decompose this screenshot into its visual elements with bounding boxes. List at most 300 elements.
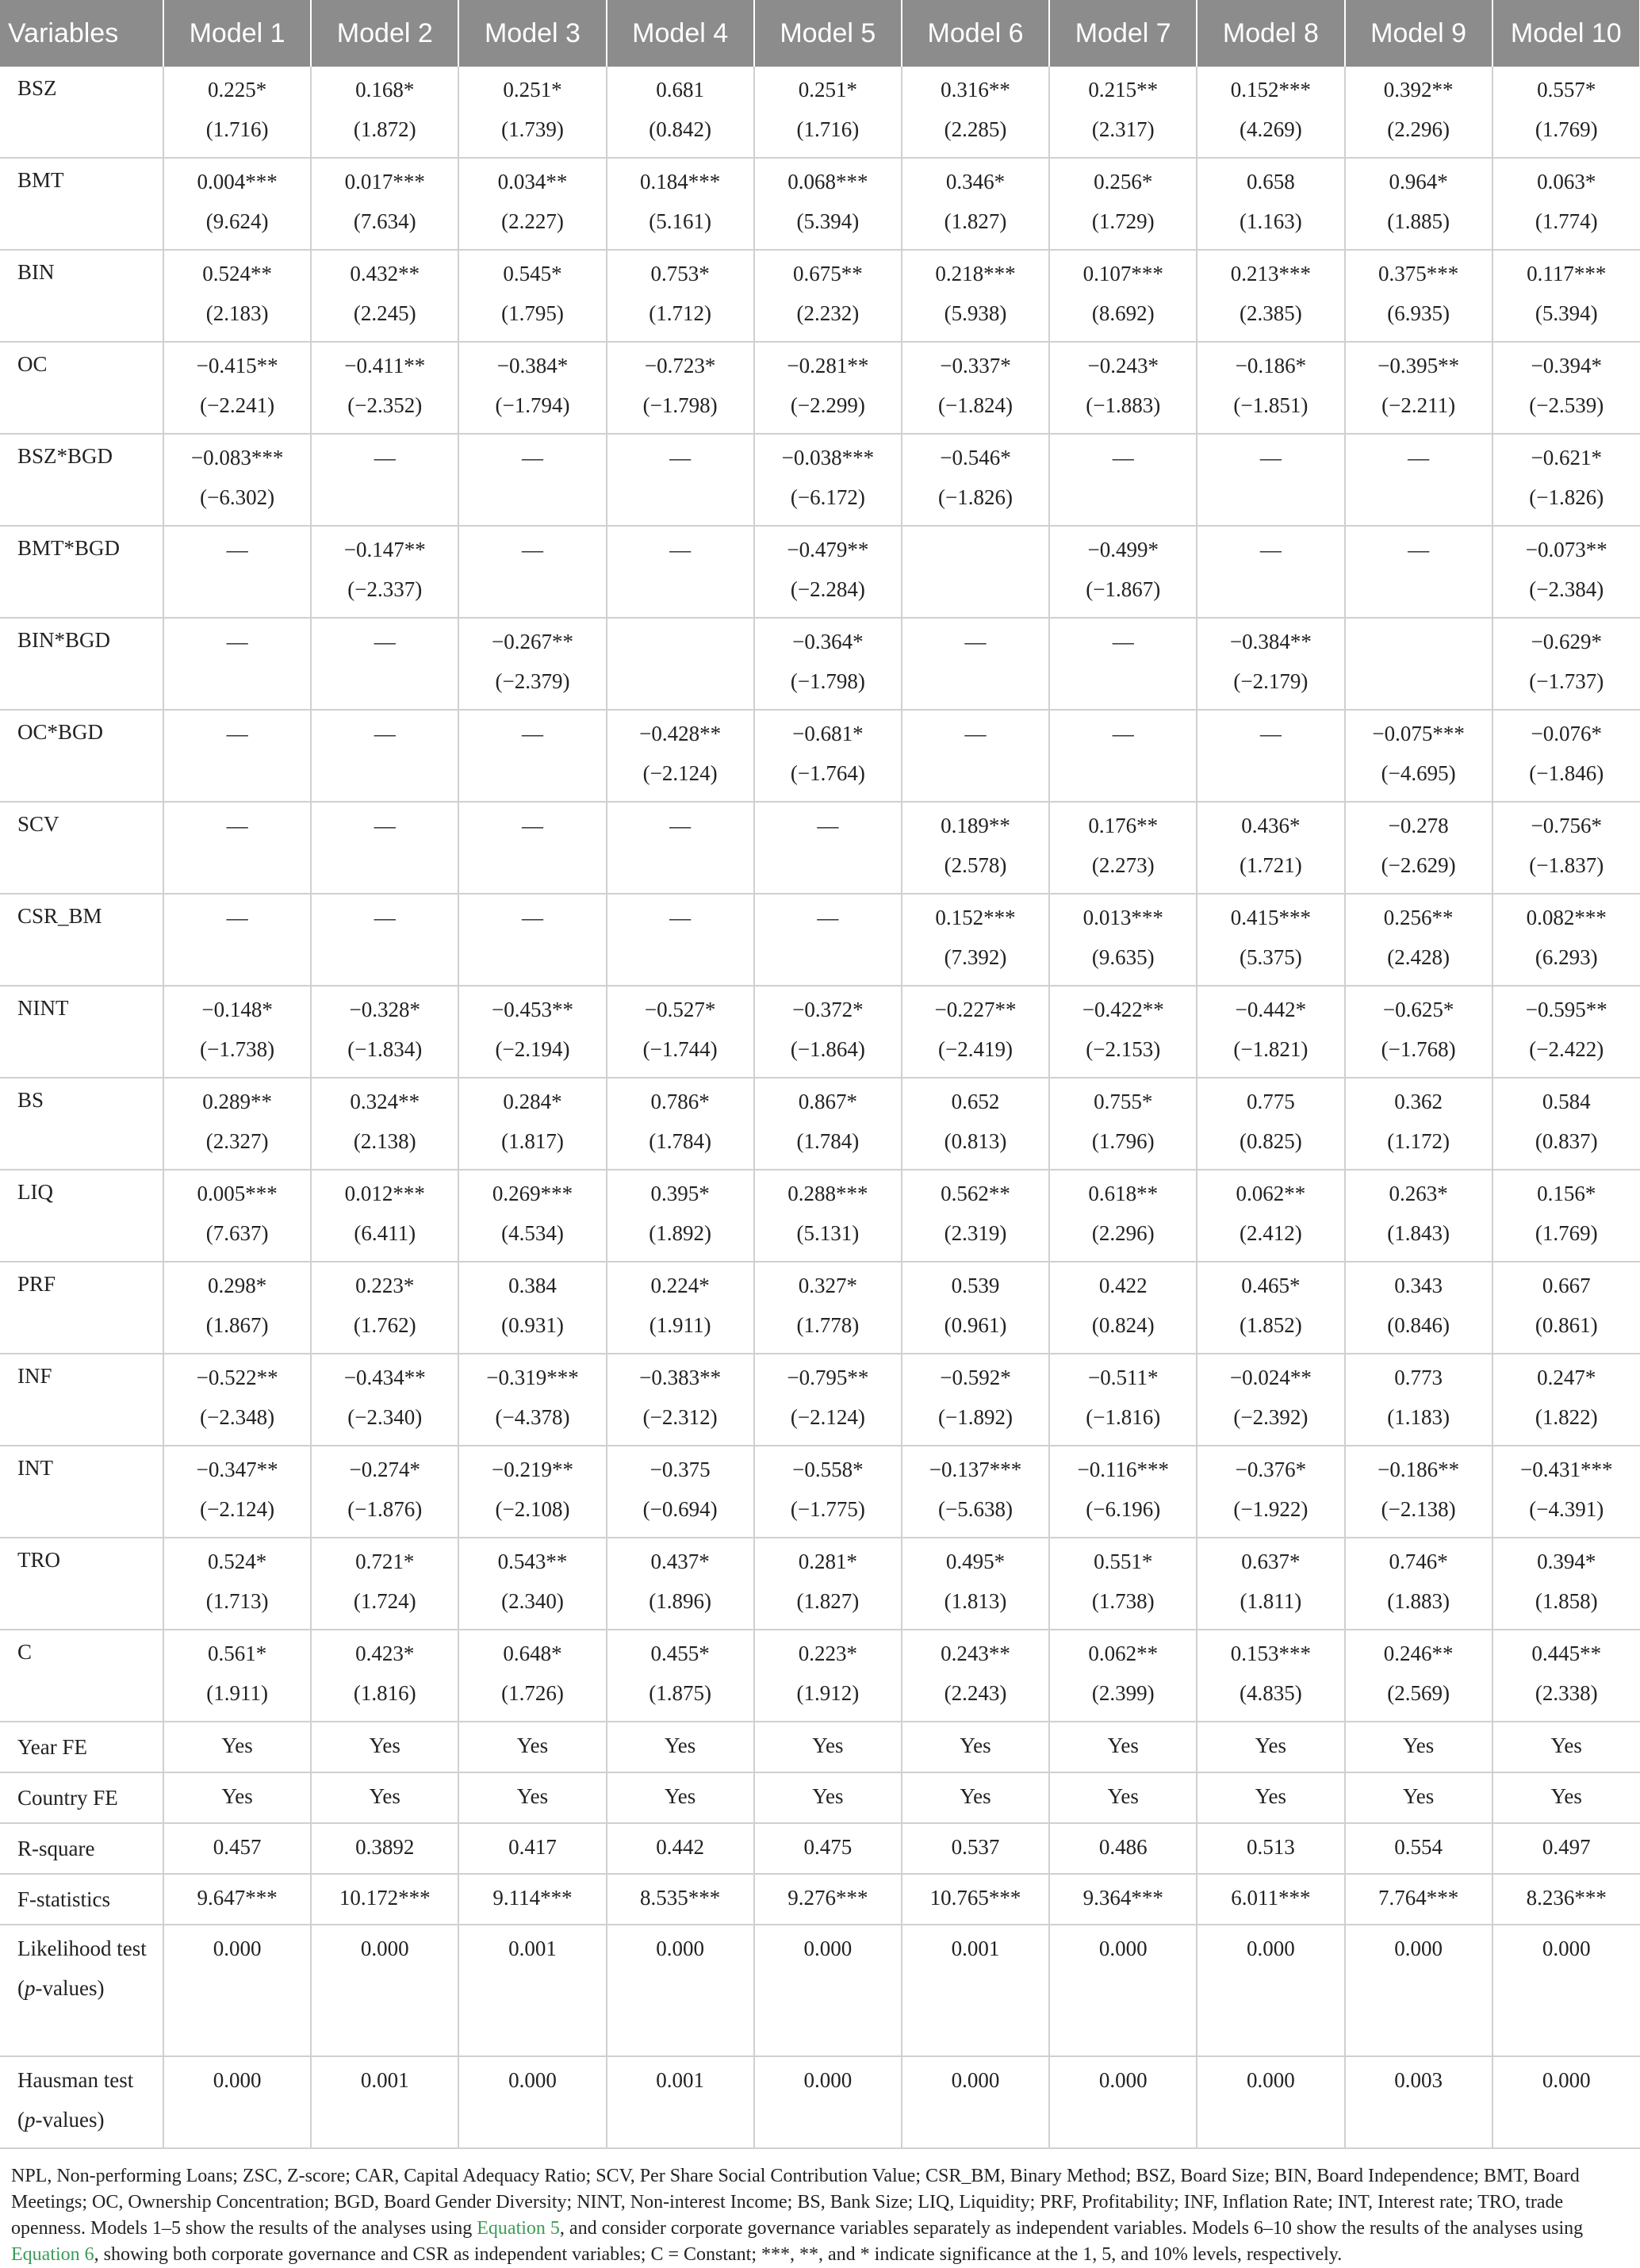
table-cell xyxy=(607,1170,754,1262)
t-statistic-value: (0.824) xyxy=(1091,1313,1155,1337)
t-statistic-value: (5.131) xyxy=(796,1221,860,1245)
table-cell xyxy=(311,1078,458,1170)
table-cell xyxy=(1492,250,1640,342)
table-row xyxy=(0,1772,1640,1823)
row-variable-label: PRF xyxy=(0,1262,163,1354)
table-cell xyxy=(311,250,458,342)
table-cell: Yes xyxy=(1492,1722,1640,1772)
coefficient-value: 0.152*** xyxy=(1230,78,1312,102)
t-statistic-value: (1.911) xyxy=(206,1681,268,1705)
table-row xyxy=(0,894,1640,986)
t-statistic-value: (−6.172) xyxy=(790,485,865,509)
table-cell xyxy=(607,434,754,526)
table-cell xyxy=(311,986,458,1078)
t-statistic-value: (1.721) xyxy=(1240,853,1302,877)
t-statistic-value: (1.784) xyxy=(796,1129,860,1153)
t-statistic-value: (1.172) xyxy=(1387,1129,1450,1153)
coefficient-value xyxy=(611,622,750,661)
table-cell xyxy=(1049,250,1197,342)
table-cell xyxy=(458,250,606,342)
table-cell xyxy=(754,1262,902,1354)
table-cell xyxy=(1049,434,1197,526)
header-row xyxy=(0,0,1640,67)
t-statistic-value xyxy=(758,845,898,885)
table-row xyxy=(0,710,1640,802)
table-cell xyxy=(1345,1538,1492,1630)
t-statistic-value xyxy=(1349,569,1489,609)
table-row xyxy=(0,1354,1640,1446)
table-cell xyxy=(163,342,311,434)
coefficient-value: — xyxy=(374,446,396,469)
table-row xyxy=(0,1538,1640,1630)
table-cell: 0.497 xyxy=(1492,1823,1640,1874)
t-statistic-value xyxy=(315,937,454,977)
coefficient-value: — xyxy=(226,722,248,745)
row-variable-label xyxy=(0,1925,163,2056)
table-cell xyxy=(163,67,311,158)
coefficient-value: 0.637* xyxy=(1241,1550,1301,1573)
t-statistic-value xyxy=(315,661,454,701)
coefficient-value: −0.395** xyxy=(1378,354,1460,377)
table-cell: 6.011*** xyxy=(1197,1874,1344,1925)
table-cell: 9.647*** xyxy=(163,1874,311,1925)
table-cell xyxy=(607,618,754,710)
row-variable-label: BIN*BGD xyxy=(0,618,163,710)
coefficient-value: — xyxy=(521,722,543,745)
t-statistic-value: (4.835) xyxy=(1240,1681,1302,1705)
table-cell xyxy=(1049,986,1197,1078)
table-cell: 0.3892 xyxy=(311,1823,458,1874)
row-variable-label xyxy=(0,2056,163,2148)
t-statistic-value xyxy=(167,937,307,977)
table-cell xyxy=(458,618,606,710)
coefficient-value: −0.431*** xyxy=(1520,1458,1613,1481)
t-statistic-value: (0.846) xyxy=(1387,1313,1450,1337)
t-statistic-value: (1.769) xyxy=(1535,1221,1598,1245)
header-model-5: Model 5 xyxy=(754,0,902,67)
coefficient-value: 0.543** xyxy=(497,1550,568,1573)
coefficient-value: 0.082*** xyxy=(1526,906,1607,929)
coefficient-value: — xyxy=(964,630,987,653)
coefficient-value: 0.343 xyxy=(1394,1274,1443,1297)
row-variable-label: BSZ xyxy=(0,67,163,158)
table-row xyxy=(0,986,1640,1078)
t-statistic-value xyxy=(758,937,898,977)
table-cell xyxy=(902,158,1049,250)
table-row xyxy=(0,526,1640,618)
coefficient-value: 0.437* xyxy=(650,1550,710,1573)
table-cell: Yes xyxy=(458,1722,606,1772)
table-cell xyxy=(902,986,1049,1078)
coefficient-value: — xyxy=(1112,722,1134,745)
table-cell xyxy=(311,1354,458,1446)
table-cell xyxy=(754,250,902,342)
t-statistic-value: (−1.826) xyxy=(1529,485,1604,509)
row-variable-label: C xyxy=(0,1630,163,1722)
coefficient-value: 0.648* xyxy=(503,1642,562,1665)
t-statistic-value: (−1.834) xyxy=(347,1037,423,1061)
coefficient-value: 0.423* xyxy=(355,1642,415,1665)
table-cell xyxy=(458,986,606,1078)
table-cell xyxy=(458,526,606,618)
coefficient-value: −0.384** xyxy=(1229,630,1312,653)
t-statistic-value: (1.778) xyxy=(796,1313,860,1337)
t-statistic-value xyxy=(906,661,1045,701)
coefficient-value: 0.251* xyxy=(798,78,857,102)
coefficient-value: −0.083*** xyxy=(190,446,284,469)
t-statistic-value: (−5.638) xyxy=(938,1497,1014,1521)
coefficient-value: 0.256** xyxy=(1383,906,1454,929)
header-model-8: Model 8 xyxy=(1197,0,1344,67)
coefficient-value: −0.625* xyxy=(1382,998,1454,1021)
coefficient-value: 0.465* xyxy=(1241,1274,1301,1297)
coefficient-value: −0.219** xyxy=(491,1458,573,1481)
table-cell xyxy=(163,1354,311,1446)
table-cell xyxy=(163,1170,311,1262)
table-cell xyxy=(458,1354,606,1446)
table-cell xyxy=(1049,67,1197,158)
label-text: -values) xyxy=(35,1976,105,2000)
coefficient-value: 0.251* xyxy=(503,78,562,102)
t-statistic-value xyxy=(1053,477,1193,517)
coefficient-value: 0.545* xyxy=(503,262,562,285)
row-variable-label: INF xyxy=(0,1354,163,1446)
label-text: -values) xyxy=(35,2108,105,2132)
coefficient-value: −0.227** xyxy=(934,998,1017,1021)
row-variable-label: NINT xyxy=(0,986,163,1078)
t-statistic-value: (−1.794) xyxy=(495,393,570,417)
t-statistic-value: (2.338) xyxy=(1535,1681,1598,1705)
t-statistic-value: (2.243) xyxy=(944,1681,1007,1705)
table-cell xyxy=(754,342,902,434)
coefficient-value: −0.319*** xyxy=(486,1366,579,1389)
t-statistic-value: (1.796) xyxy=(1091,1129,1155,1153)
coefficient-value: −0.038*** xyxy=(781,446,875,469)
coefficient-value: 0.392** xyxy=(1383,78,1454,102)
table-cell xyxy=(1197,342,1344,434)
table-cell: Yes xyxy=(1049,1722,1197,1772)
coefficient-value: −0.795** xyxy=(787,1366,869,1389)
t-statistic-value: (−1.851) xyxy=(1233,393,1309,417)
t-statistic-value: (5.375) xyxy=(1240,945,1302,969)
coefficient-value: 0.394* xyxy=(1537,1550,1596,1573)
t-statistic-value: (−2.379) xyxy=(495,669,570,693)
coefficient-value: — xyxy=(521,446,543,469)
t-statistic-value: (1.867) xyxy=(205,1313,269,1337)
t-statistic-value: (−1.837) xyxy=(1529,853,1604,877)
header-model-4: Model 4 xyxy=(607,0,754,67)
row-variable-label: SCV xyxy=(0,802,163,894)
coefficient-value: 0.288*** xyxy=(787,1182,868,1205)
coefficient-value: −0.479** xyxy=(787,538,869,561)
t-statistic-value: (1.892) xyxy=(649,1221,712,1245)
table-cell xyxy=(902,618,1049,710)
t-statistic-value: (1.769) xyxy=(1535,117,1598,141)
coefficient-value: — xyxy=(1112,446,1134,469)
table-cell: 7.764*** xyxy=(1345,1874,1492,1925)
coefficient-value: −0.376* xyxy=(1235,1458,1307,1481)
table-cell xyxy=(458,894,606,986)
table-row xyxy=(0,434,1640,526)
table-cell xyxy=(163,618,311,710)
t-statistic-value: (−1.768) xyxy=(1381,1037,1456,1061)
coefficient-value: 0.005*** xyxy=(197,1182,278,1205)
table-cell xyxy=(1197,526,1344,618)
t-statistic-value xyxy=(167,845,307,885)
table-cell xyxy=(163,1630,311,1722)
t-statistic-value: (1.858) xyxy=(1535,1589,1598,1613)
hausman-test-row xyxy=(0,2056,1640,2148)
table-cell: 0.000 xyxy=(311,1925,458,2056)
coefficient-value: −0.558* xyxy=(792,1458,864,1481)
t-statistic-value: (−1.826) xyxy=(938,485,1014,509)
table-cell xyxy=(607,250,754,342)
coefficient-value: 0.243** xyxy=(941,1642,1010,1665)
t-statistic-value: (−1.824) xyxy=(938,393,1014,417)
t-statistic-value: (1.784) xyxy=(649,1129,712,1153)
t-statistic-value: (1.739) xyxy=(501,117,564,141)
coefficient-value: 0.652 xyxy=(951,1090,1000,1113)
coefficient-value: −0.411** xyxy=(344,354,426,377)
table-cell xyxy=(1049,1538,1197,1630)
table-cell xyxy=(163,250,311,342)
table-row xyxy=(0,802,1640,894)
table-cell xyxy=(754,67,902,158)
table-cell xyxy=(1492,342,1640,434)
table-cell: 0.513 xyxy=(1197,1823,1344,1874)
coefficient-value: 0.746* xyxy=(1389,1550,1448,1573)
table-cell: Yes xyxy=(163,1772,311,1823)
table-cell xyxy=(1492,618,1640,710)
table-cell xyxy=(1197,434,1344,526)
coefficient-value: 0.324** xyxy=(350,1090,420,1113)
table-cell: 0.000 xyxy=(607,1925,754,2056)
coefficient-value: 0.395* xyxy=(650,1182,710,1205)
table-cell xyxy=(1345,526,1492,618)
coefficient-value: −0.422** xyxy=(1082,998,1164,1021)
t-statistic-value xyxy=(1053,661,1193,701)
table-cell xyxy=(607,526,754,618)
table-cell xyxy=(1049,894,1197,986)
t-statistic-value: (−6.302) xyxy=(200,485,275,509)
t-statistic-value: (1.883) xyxy=(1387,1589,1450,1613)
table-cell xyxy=(1345,67,1492,158)
coefficient-value: 0.218*** xyxy=(935,262,1016,285)
table-cell xyxy=(1345,1078,1492,1170)
t-statistic-value: (5.938) xyxy=(944,301,1007,325)
coefficient-value: −0.499* xyxy=(1087,538,1159,561)
coefficient-value: −0.511* xyxy=(1087,1366,1159,1389)
table-cell: Yes xyxy=(754,1772,902,1823)
t-statistic-value: (1.738) xyxy=(1091,1589,1155,1613)
table-cell xyxy=(1049,158,1197,250)
t-statistic-value: (−1.922) xyxy=(1233,1497,1309,1521)
table-row xyxy=(0,342,1640,434)
coefficient-value: −0.186* xyxy=(1235,354,1307,377)
t-statistic-value: (−2.629) xyxy=(1381,853,1456,877)
coefficient-value: 0.432** xyxy=(350,262,420,285)
t-statistic-value xyxy=(315,753,454,793)
table-cell xyxy=(163,802,311,894)
coefficient-value: 0.562** xyxy=(941,1182,1010,1205)
coefficient-value: 0.384 xyxy=(508,1274,557,1297)
equation-6-link[interactable]: Equation 6 xyxy=(11,2244,94,2265)
t-statistic-value: (−1.775) xyxy=(790,1497,865,1521)
table-cell xyxy=(902,1446,1049,1538)
coefficient-value: 0.867* xyxy=(798,1090,857,1113)
table-cell xyxy=(1345,1262,1492,1354)
coefficient-value: −0.274* xyxy=(349,1458,421,1481)
t-statistic-value: (2.317) xyxy=(1091,117,1155,141)
coefficient-value: 0.246** xyxy=(1383,1642,1454,1665)
t-statistic-value: (5.394) xyxy=(796,209,860,233)
table-cell xyxy=(1049,710,1197,802)
coefficient-value: — xyxy=(374,906,396,929)
row-variable-label: BMT xyxy=(0,158,163,250)
t-statistic-value: (−6.196) xyxy=(1086,1497,1161,1521)
footnote-text-1: NPL, Non-performing Loans; ZSC, Z-score; CAR, Capital Adequacy Ratio; SCV, Per Share Social Contribution Value; CSR_BM, Binary Method; BSZ, Board Size; BIN, Board Independence; BMT, Board Meetings; OC, Ownership Concentration; BGD, Board Gender Diversity; NINT, Non-interest Income; BS, Bank Size; LIQ, Liquidity; PRF, Profitability; INF, Inflation Rate; INT, Interest rate; TRO, trade openness. Models 1–5 show the results of the analyses using xyxy=(11,2166,1580,2239)
coefficient-value: 0.495* xyxy=(945,1550,1006,1573)
table-cell xyxy=(754,158,902,250)
table-cell xyxy=(163,1262,311,1354)
table-cell xyxy=(311,1630,458,1722)
table-cell xyxy=(754,434,902,526)
coefficient-value: — xyxy=(226,630,248,653)
t-statistic-value: (1.827) xyxy=(944,209,1007,233)
table-cell: 0.000 xyxy=(458,2056,606,2148)
coefficient-value: 0.189** xyxy=(941,814,1010,837)
coefficient-value: −0.372* xyxy=(792,998,864,1021)
coefficient-value: 0.284* xyxy=(503,1090,562,1113)
coefficient-value: 0.184*** xyxy=(640,170,721,193)
table-cell: 0.001 xyxy=(607,2056,754,2148)
table-cell xyxy=(163,1446,311,1538)
t-statistic-value: (2.340) xyxy=(501,1589,564,1613)
t-statistic-value: (1.912) xyxy=(796,1681,860,1705)
coefficient-value: — xyxy=(1408,538,1430,561)
table-row xyxy=(0,618,1640,710)
t-statistic-value: (2.183) xyxy=(205,301,269,325)
coefficient-value: 0.153*** xyxy=(1230,1642,1312,1665)
coefficient-value: 0.013*** xyxy=(1082,906,1163,929)
coefficient-value: 0.375*** xyxy=(1378,262,1459,285)
header-model-2: Model 2 xyxy=(311,0,458,67)
table-cell xyxy=(311,894,458,986)
table-cell: 0.000 xyxy=(1197,2056,1344,2148)
table-cell xyxy=(1049,342,1197,434)
t-statistic-value: (2.385) xyxy=(1240,301,1302,325)
table-cell xyxy=(458,1262,606,1354)
t-statistic-value: (0.931) xyxy=(501,1313,564,1337)
table-cell xyxy=(1492,1354,1640,1446)
t-statistic-value: (2.232) xyxy=(796,301,860,325)
table-cell xyxy=(163,1078,311,1170)
table-cell xyxy=(607,1262,754,1354)
coefficient-value: 0.017*** xyxy=(344,170,425,193)
table-cell: 8.535*** xyxy=(607,1874,754,1925)
t-statistic-value: (4.269) xyxy=(1240,117,1302,141)
footnote-text-3: , showing both corporate governance and CSR as independent variables; C = Constant; ***, **, and * indicate significance at the 1, 5, and 10% levels, respectively. xyxy=(94,2244,1343,2265)
t-statistic-value: (−2.194) xyxy=(495,1037,570,1061)
table-cell xyxy=(311,526,458,618)
header-variables: Variables xyxy=(0,0,163,67)
table-cell xyxy=(163,986,311,1078)
coefficient-value: 0.346* xyxy=(945,170,1006,193)
coefficient-value: 0.168* xyxy=(355,78,415,102)
table-row xyxy=(0,1170,1640,1262)
table-cell: Yes xyxy=(1345,1722,1492,1772)
table-cell xyxy=(163,710,311,802)
table-cell: 9.114*** xyxy=(458,1874,606,1925)
table-cell xyxy=(458,1446,606,1538)
table-cell: 0.537 xyxy=(902,1823,1049,1874)
coefficient-value: — xyxy=(226,906,248,929)
table-cell xyxy=(163,526,311,618)
coefficient-value: 0.362 xyxy=(1394,1090,1443,1113)
coefficient-value: 0.436* xyxy=(1241,814,1301,837)
table-body xyxy=(0,67,1640,2148)
t-statistic-value: (2.273) xyxy=(1091,853,1155,877)
t-statistic-value: (2.412) xyxy=(1240,1221,1302,1245)
coefficient-value: — xyxy=(817,906,839,929)
t-statistic-value: (−1.892) xyxy=(938,1405,1014,1429)
coefficient-value: −0.383** xyxy=(639,1366,722,1389)
t-statistic-value: (0.825) xyxy=(1240,1129,1302,1153)
equation-5-link[interactable]: Equation 5 xyxy=(477,2218,560,2239)
t-statistic-value: (0.842) xyxy=(649,117,712,141)
t-statistic-value: (2.399) xyxy=(1091,1681,1155,1705)
coefficient-value: — xyxy=(1259,538,1282,561)
coefficient-value: −0.076* xyxy=(1531,722,1603,745)
t-statistic-value: (1.872) xyxy=(353,117,416,141)
table-cell: 0.000 xyxy=(1345,1925,1492,2056)
t-statistic-value: (0.961) xyxy=(944,1313,1007,1337)
table-cell xyxy=(1492,1078,1640,1170)
table-cell xyxy=(1345,342,1492,434)
coefficient-value: 0.247* xyxy=(1537,1366,1596,1389)
likelihood-test-row xyxy=(0,1925,1640,2056)
table-cell xyxy=(607,67,754,158)
t-statistic-value: (1.716) xyxy=(796,117,860,141)
t-statistic-value xyxy=(462,845,602,885)
t-statistic-value: (−2.422) xyxy=(1529,1037,1604,1061)
t-statistic-value: (−2.392) xyxy=(1233,1405,1309,1429)
coefficient-value: — xyxy=(521,814,543,837)
header-model-9: Model 9 xyxy=(1345,0,1492,67)
t-statistic-value: (1.183) xyxy=(1387,1405,1450,1429)
table-cell xyxy=(458,710,606,802)
t-statistic-value: (−2.419) xyxy=(938,1037,1014,1061)
table-cell xyxy=(458,434,606,526)
table-cell xyxy=(754,526,902,618)
row-variable-label: TRO xyxy=(0,1538,163,1630)
t-statistic-value: (−1.876) xyxy=(347,1497,423,1521)
coefficient-value: 0.667 xyxy=(1542,1274,1591,1297)
coefficient-value: — xyxy=(669,814,692,837)
t-statistic-value: (2.327) xyxy=(205,1129,269,1153)
table-cell xyxy=(1345,802,1492,894)
row-variable-label: OC xyxy=(0,342,163,434)
table-cell xyxy=(1197,158,1344,250)
table-cell: 0.457 xyxy=(163,1823,311,1874)
table-cell: Yes xyxy=(1197,1772,1344,1823)
table-cell xyxy=(754,802,902,894)
coefficient-value xyxy=(1349,622,1489,661)
row-variable-label: OC*BGD xyxy=(0,710,163,802)
t-statistic-value: (6.293) xyxy=(1535,945,1598,969)
table-cell: Yes xyxy=(1492,1772,1640,1823)
coefficient-value: 0.213*** xyxy=(1230,262,1312,285)
